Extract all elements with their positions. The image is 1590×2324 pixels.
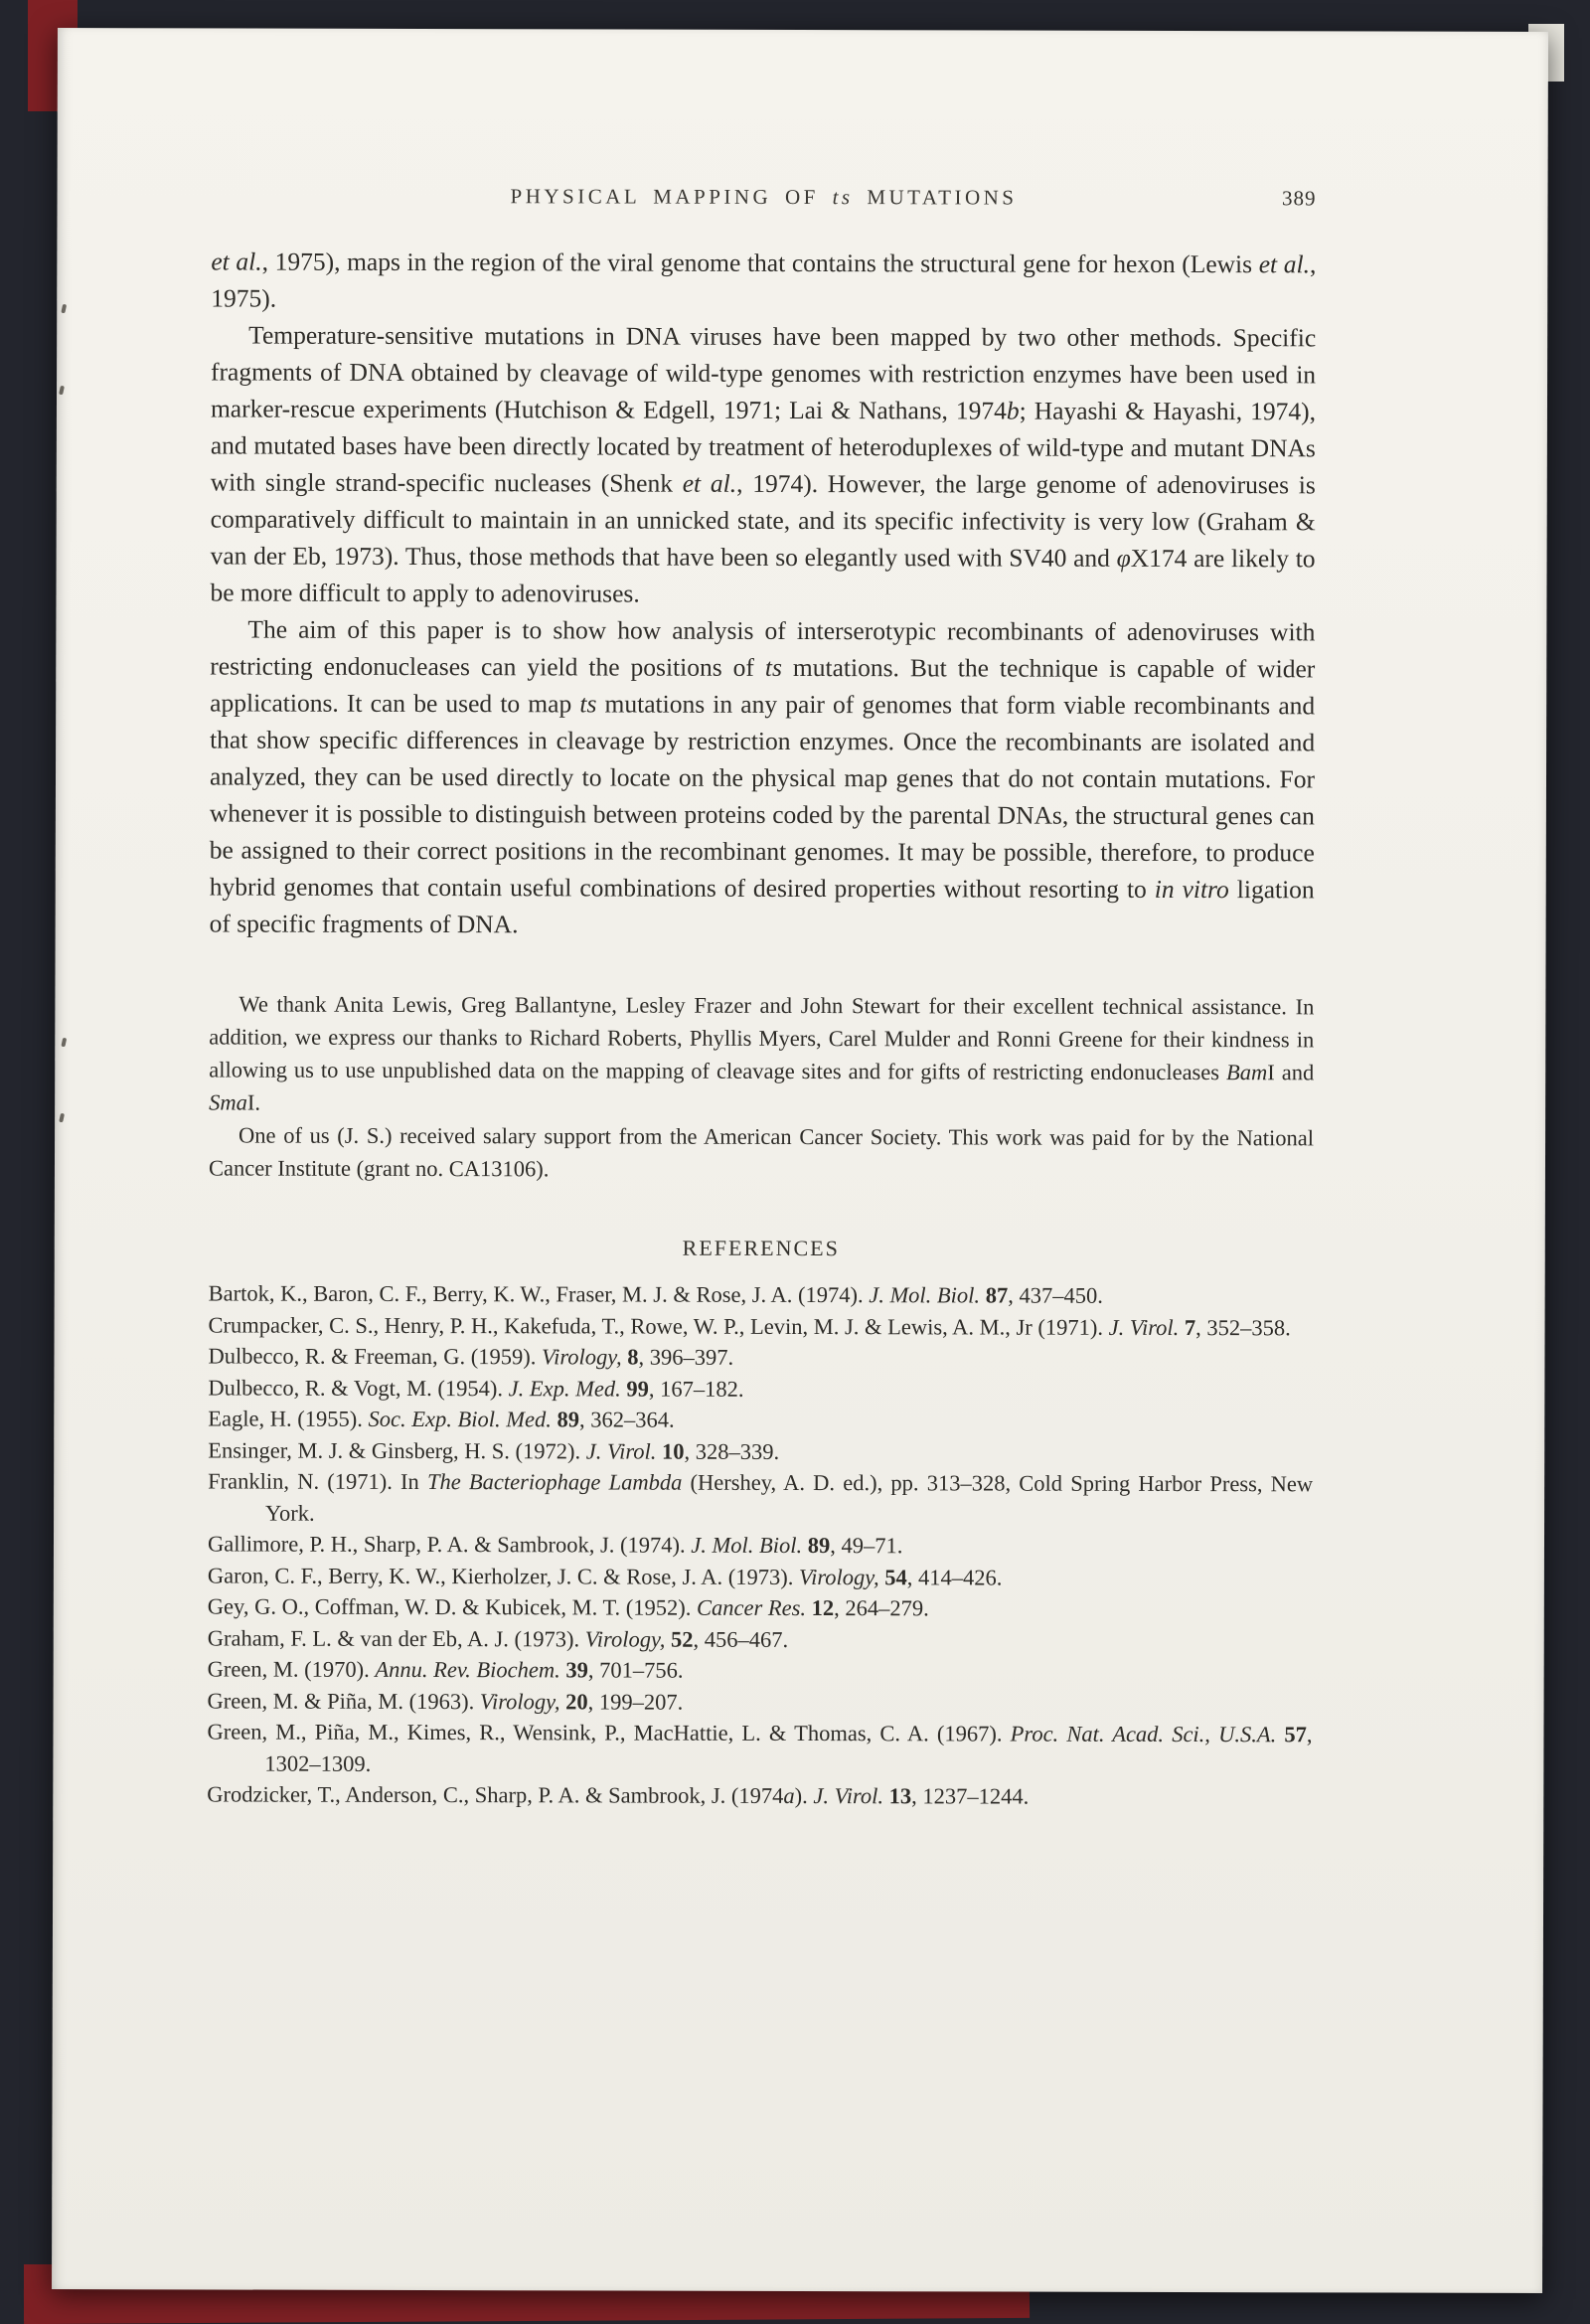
reference-item: Dulbecco, R. & Freeman, G. (1959). Virology, 8, 396–397. <box>208 1343 734 1370</box>
references-heading: REFERENCES <box>682 1235 840 1261</box>
reference-item: Green, M. & Piña, M. (1963). Virology, 20, 199–207. <box>207 1687 684 1715</box>
paper-page <box>52 28 1548 2293</box>
reference-item: Ensinger, M. J. & Ginsberg, H. S. (1972). J. Virol. 10, 328–339. <box>208 1436 780 1464</box>
reference-item: Eagle, H. (1955). Soc. Exp. Biol. Med. 89, 362–364. <box>208 1406 675 1432</box>
article-paragraphs <box>210 243 1317 944</box>
references-list <box>207 1277 1313 1812</box>
reference-item: Bartok, K., Baron, C. F., Berry, K. W., Fraser, M. J. & Rose, J. A. (1974). J. Mol. Biol. 87, 437–450. <box>208 1280 1103 1308</box>
scan-speck <box>59 1113 65 1123</box>
acknowledgement-paragraph: We thank Anita Lewis, Greg Ballantyne, Lesley Frazer and John Stewart for their excellent technical assistance. In addition, we express our thanks to Richard Roberts, Phyllis Myers, Carel Mulder and Ronni Greene for their kindness in allowing us to use unpublished data on the mapping of cleavage sites and for gifts of restricting endonucleases BamI and SmaI. <box>209 991 1315 1115</box>
reference-item: Crumpacker, C. S., Henry, P. H., Kakefuda, T., Rowe, W. P., Levin, M. J. & Lewis, A. M., Jr (1971). J. Virol. 7, 352–358. <box>208 1311 1291 1340</box>
scan-speck <box>61 1038 67 1048</box>
acknowledgement-paragraph: One of us (J. S.) received salary support from the American Cancer Society. This work was paid for by the National Cancer Institute (grant no. CA13106). <box>208 1122 1315 1182</box>
page-content <box>207 183 1316 1812</box>
reference-item: Franklin, N. (1971). In The Bacteriophage Lambda (Hershey, A. D. ed.), pp. 313–328, Cold Spring Harbor Press, New York. <box>208 1468 1314 1526</box>
reference-item: Gey, G. O., Coffman, W. D. & Kubicek, M. T. (1952). Cancer Res. 12, 264–279. <box>207 1593 929 1621</box>
page-number: 389 <box>1282 186 1317 211</box>
running-head-title: PHYSICAL MAPPING OF ts MUTATIONS <box>510 184 1018 210</box>
running-head <box>211 183 1316 214</box>
reference-item: Grodzicker, T., Anderson, C., Sharp, P. A. & Sambrook, J. (1974a). J. Virol. 13, 1237–1244. <box>207 1781 1030 1809</box>
reference-item: Dulbecco, R. & Vogt, M. (1954). J. Exp. Med. 99, 167–182. <box>208 1374 744 1402</box>
reference-item: Graham, F. L. & van der Eb, A. J. (1973). Virology, 52, 456–467. <box>207 1624 789 1652</box>
reference-item: Garon, C. F., Berry, K. W., Kierholzer, J. C. & Rose, J. A. (1973). Virology, 54, 414–426. <box>207 1562 1003 1590</box>
scan-speck <box>61 304 67 314</box>
paragraph: The aim of this paper is to show how analysis of interserotypic recombinants of adenoviruses with restricting endonucleases can yield the positions of ts mutations. But the technique is capable of wider applications. It can be used to map ts mutations in any pair of genomes that form viable recombinants and that show specific differences in cleavage by restriction enzymes. Once the recombinants are isolated and analyzed, they can be used directly to locate on the physical map genes that do not contain mutations. For whenever it is possible to distinguish between proteins coded by the parental DNAs, the structural genes can be assigned to their correct positions in the recombinant genomes. It may be possible, therefore, to produce hybrid genomes that contain useful combinations of desired properties without resorting to in vitro ligation of specific fragments of DNA. <box>209 614 1316 939</box>
reference-item: Green, M. (1970). Annu. Rev. Biochem. 39, 701–756. <box>207 1656 684 1683</box>
paragraph: Temperature-sensitive mutations in DNA viruses have been mapped by two other methods. Specific fragments of DNA obtained by cleavage of wild-type genomes with restriction enzymes have been used in marker-rescue experiments (Hutchison & Edgell, 1971; Lai & Nathans, 1974b; Hayashi & Hayashi, 1974), and mutated bases have been directly located by treatment of heteroduplexes of wild-type and mutant DNAs with single strand-specific nucleases (Shenk et al., 1974). However, the large genome of adenoviruses is comparatively difficult to maintain in an unnicked state, and its specific infectivity is very low (Graham & van der Eb, 1973). Thus, those methods that have been so elegantly used with SV40 and φX174 are likely to be more difficult to apply to adenoviruses. <box>210 320 1317 608</box>
reference-item: Gallimore, P. H., Sharp, P. A. & Sambrook, J. (1974). J. Mol. Biol. 89, 49–71. <box>207 1531 903 1559</box>
reference-item: Green, M., Piña, M., Kimes, R., Wensink, P., MacHattie, L. & Thomas, C. A. (1967). Proc. Nat. Acad. Sci., U.S.A. 57, 1302–1309. <box>207 1719 1313 1776</box>
acknowledgements-section <box>209 987 1315 1187</box>
scan-speck <box>59 386 65 396</box>
paragraph: et al., 1975), maps in the region of the viral genome that contains the structural gene for hexon (Lewis et al., 1975). <box>211 247 1317 313</box>
